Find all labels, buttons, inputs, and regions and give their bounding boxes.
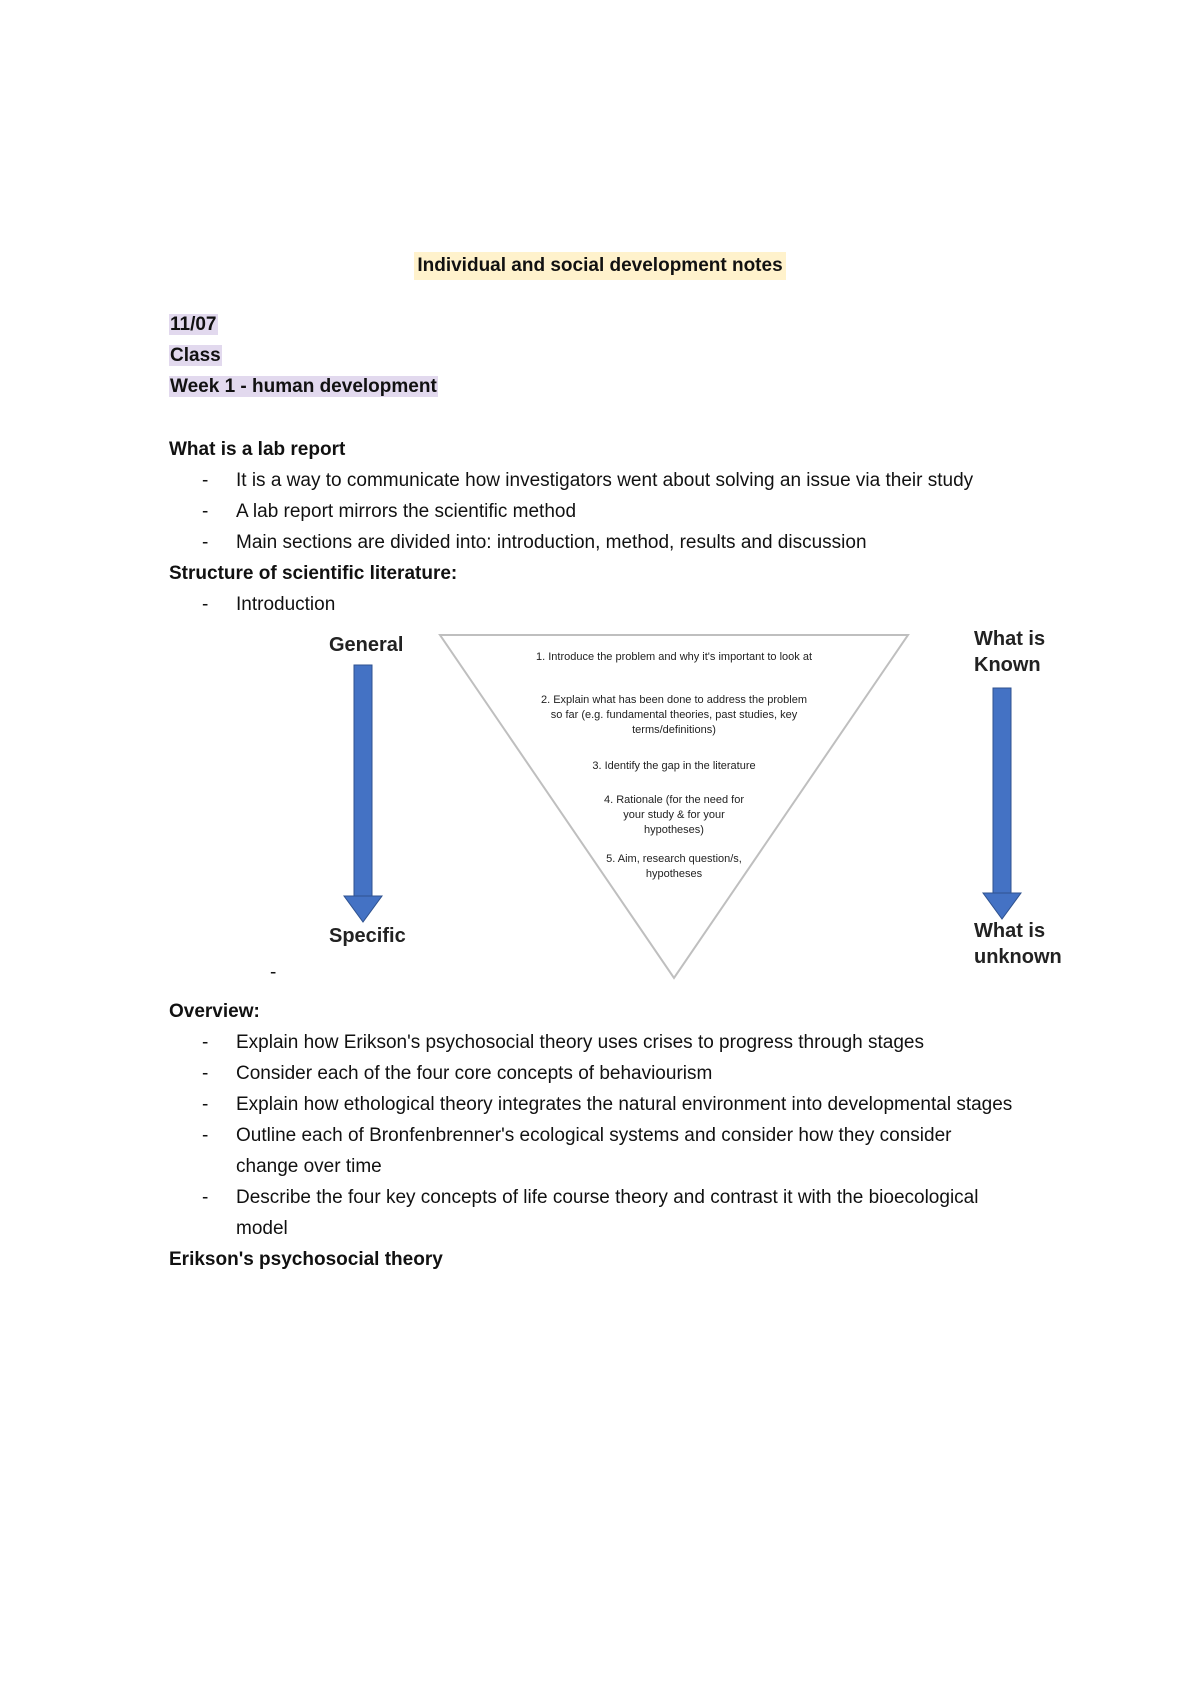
triangle-step-5: 5. Aim, research question/s, hypotheses [606, 853, 742, 880]
document-title: Individual and social development notes [414, 252, 785, 280]
stray-dash: - [270, 962, 277, 983]
triangle-step-3: 3. Identify the gap in the literature [592, 760, 756, 772]
list-item: - A lab report mirrors the scientific method [169, 496, 1069, 527]
header-block [169, 309, 1069, 402]
triangle-step-4: 4. Rationale (for the need for your study & for your hypotheses) [603, 794, 745, 836]
erikson-heading: Erikson's psychosocial theory [169, 1249, 443, 1270]
lab-report-heading: What is a lab report [169, 439, 346, 460]
class-label: Class [170, 345, 221, 366]
what-is-unknown-label-line2: unknown [974, 946, 1062, 968]
list-item: - Describe the four key concepts of life course theory and contrast it with the bioecological model [169, 1182, 1019, 1244]
triangle-step-1: 1. Introduce the problem and why it's important to look at [535, 651, 813, 663]
triangle-step-2: 2. Explain what has been done to address the problem so far (e.g. fundamental theories, past studies, key terms/definitions) [540, 694, 807, 736]
list-item: - Introduction [169, 589, 1069, 620]
general-specific-arrow [344, 665, 382, 922]
week-label: Week 1 - human development [170, 376, 437, 397]
what-is-known-label-line2: Known [974, 654, 1041, 676]
what-is-unknown-label-line1: What is [974, 920, 1046, 942]
list-item: - Explain how ethological theory integrates the natural environment into developmental stages [169, 1089, 1019, 1120]
structure-heading: Structure of scientific literature: [169, 563, 458, 584]
specific-label: Specific [329, 925, 406, 947]
known-unknown-arrow [983, 688, 1021, 919]
lab-report-list [169, 465, 1069, 558]
list-item: - Consider each of the four core concepts of behaviourism [169, 1058, 1019, 1089]
overview-list [169, 1027, 1019, 1244]
general-label: General [329, 634, 404, 656]
list-item: - Main sections are divided into: introduction, method, results and discussion [169, 527, 1069, 558]
structure-list [169, 589, 1069, 620]
list-item: - Outline each of Bronfenbrenner's ecological systems and consider how they consider change over time [169, 1120, 1019, 1182]
list-item: - It is a way to communicate how investigators went about solving an issue via their study [169, 465, 1069, 496]
overview-section [169, 996, 1069, 1275]
title-container [0, 252, 1200, 280]
lab-report-section [169, 434, 1069, 620]
list-item: - Explain how Erikson's psychosocial theory uses crises to progress through stages [169, 1027, 1019, 1058]
overview-heading: Overview: [169, 1001, 260, 1022]
literature-structure-diagram [300, 628, 1080, 988]
date-label: 11/07 [170, 314, 217, 335]
what-is-known-label-line1: What is [974, 628, 1046, 650]
